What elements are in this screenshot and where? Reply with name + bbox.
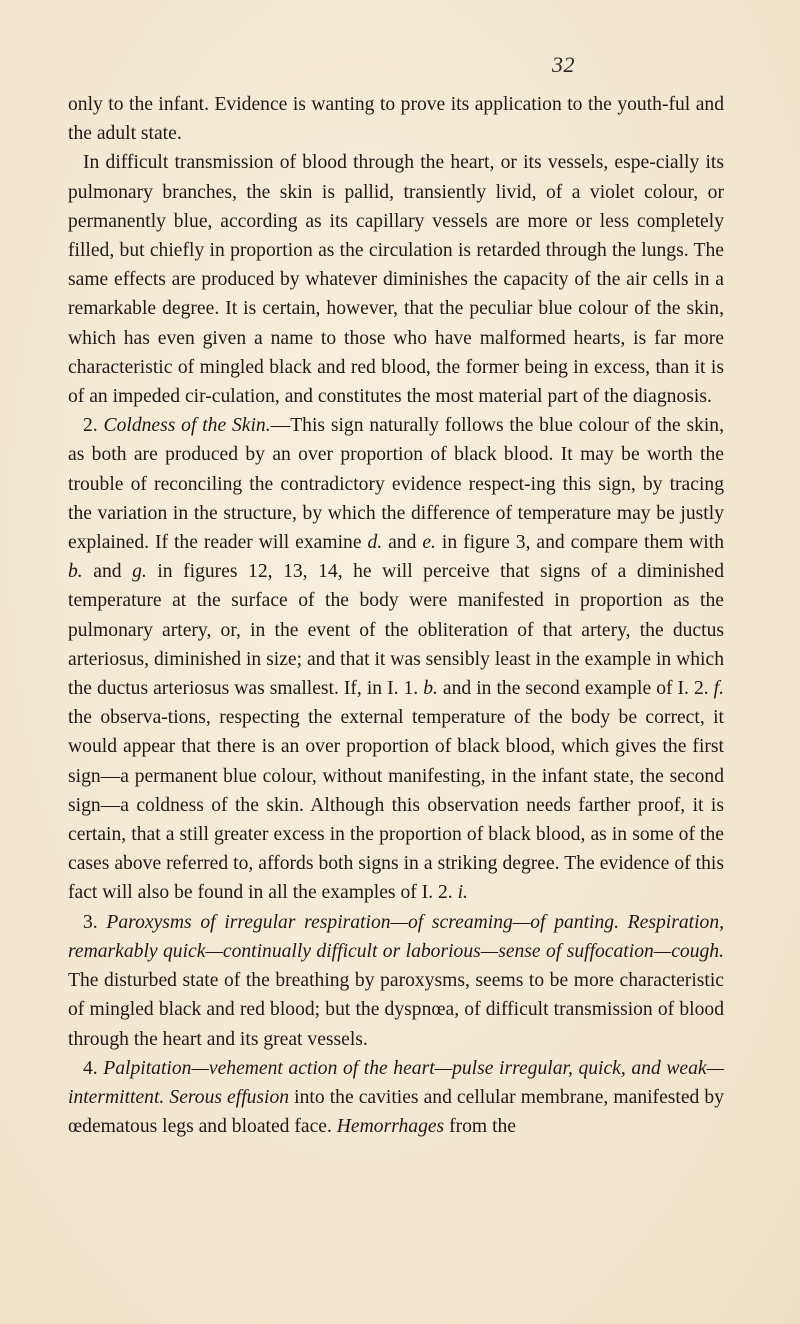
text-run: from the <box>444 1116 517 1138</box>
text-run: In difficult transmission of blood through the heart, or its vessels, espe-cially its pulmonary branches, the skin is pallid, transiently livid, of a violet colour, or permanently blue, according as its capillary vessels are more or less completely filled, but chiefly in proportion as the circulation is retarded through the lungs. The same effects are produced by whatever diminishes the capacity of the air cells in a remarkable degree. It is certain, however, that the peculiar blue colour of the skin, which has even given a name to those who have malformed hearts, is far more characteristic of mingled black and red blood, the former being in excess, than it is of an impeded cir-culation, and constitutes the most material part of the diagnosis. <box>68 152 724 408</box>
italic-text-run: Palpitation—vehement action of the heart—pulse irregular, quick, and weak—intermittent. <box>68 1057 724 1108</box>
italic-text-run: Paroxysms of irregular respiration—of screaming—of panting. Respiration, remarkably quick—continually difficult or laborious—sense of suffocation—cough. <box>68 911 725 962</box>
text-run: and <box>382 532 423 554</box>
italic-text-run: b. <box>423 678 438 700</box>
text-run: 4. <box>83 1057 104 1079</box>
italic-text-run: Hemorrhages <box>336 1116 445 1138</box>
italic-text-run: e. <box>422 532 436 554</box>
text-run: The disturbed state of the breathing by paroxysms, seems to be more characteristic of mingled black and red blood; but the dyspnœa, of difficult transmission of blood through the heart and its great vessels. <box>68 970 724 1050</box>
text-run: and in the second example of I. 2. <box>437 678 714 700</box>
text-run: only to the infant. Evidence is wanting to prove its application to the youth-ful and the adult state. <box>68 94 724 145</box>
paragraph <box>68 908 724 1054</box>
text-run: in figures 12, 13, 14, he will perceive that signs of a diminished temperature at the surface of the body were manifested in proportion as the pulmonary artery, or, in the event of the obliteration of that artery, the ductus arteriosus, diminished in size; and that it was sensibly least in the example in which the ductus arteriosus was smallest. If, in I. 1. <box>68 561 724 700</box>
paragraph <box>68 148 724 411</box>
text-run: —This sign naturally follows the blue colour of the skin, as both are produced by an over proportion of black blood. It may be worth the trouble of reconciling the contradictory evidence respect-ing this sign, by tracing the variation in the structure, by which the difference of temperature may be justly explained. If the reader will examine <box>68 415 725 554</box>
italic-text-run: b. <box>68 561 83 583</box>
paragraph <box>68 1054 724 1142</box>
italic-text-run: i. <box>457 882 468 904</box>
text-run: into the cavities and cellular membrane, manifested by œdematous legs and bloated face. <box>68 1086 724 1138</box>
body-text <box>68 90 724 1141</box>
italic-text-run: f. <box>713 678 724 700</box>
italic-text-run: Coldness of the Skin. <box>103 415 271 437</box>
italic-text-run: g. <box>132 561 147 583</box>
page-number: 32 <box>552 52 575 77</box>
text-run: and <box>82 561 133 583</box>
paragraph <box>68 411 724 907</box>
text-run: in figure 3, and compare them with <box>435 532 724 554</box>
text-run: 3. <box>83 911 107 933</box>
text-run: 2. <box>83 415 104 437</box>
italic-text-run: Serous effusion <box>169 1086 290 1108</box>
text-run: the observa-tions, respecting the external temperature of the body be correct, it would appear that there is an over proportion of black blood, which gives the first sign—a permanent blue colour, without manifesting, in the infant state, the second sign—a coldness of the skin. Although this observation needs farther proof, it is certain, that a still greater excess in the proportion of black blood, as in some of the cases above referred to, affords both signs in a striking degree. The evidence of this fact will also be found in all the examples of I. 2. <box>68 707 724 904</box>
italic-text-run: d. <box>367 532 383 554</box>
paragraph <box>68 90 724 148</box>
